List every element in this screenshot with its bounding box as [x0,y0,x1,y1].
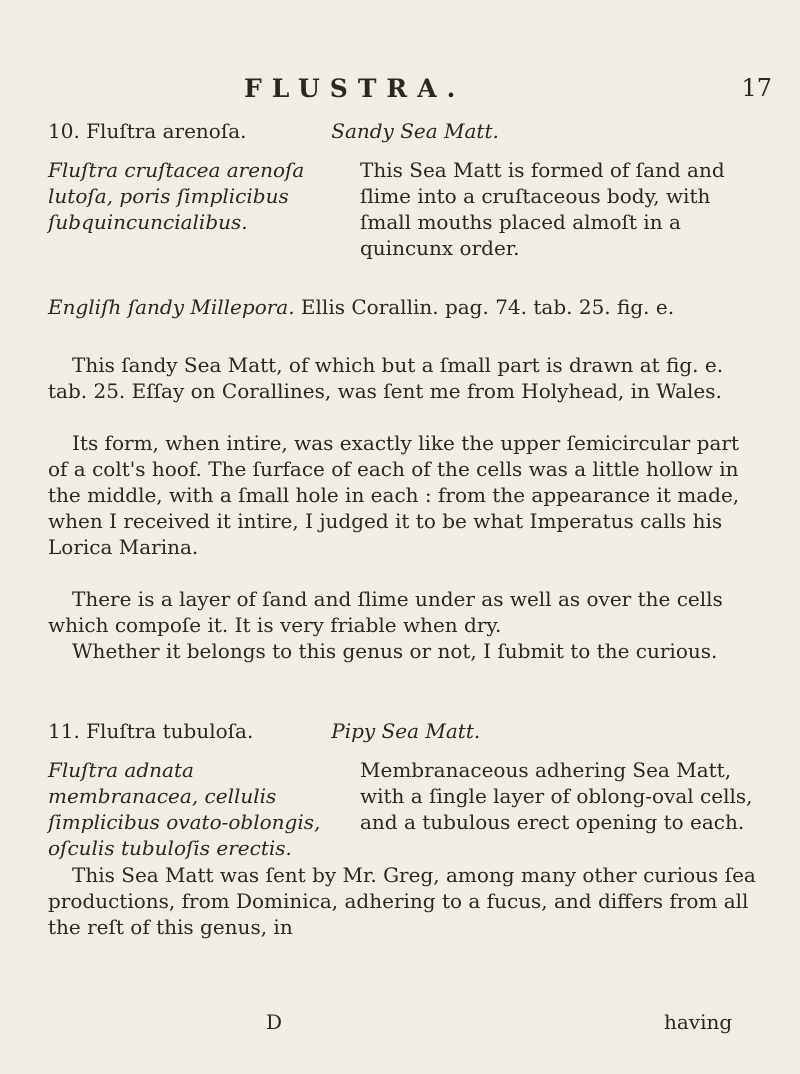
entry-11-heading [48,718,760,744]
entry-11-description [48,757,760,861]
entry-10-latin-desc: Fluſtra cruſtacea arenoſa lutoſa, poris ſimplicibus ſubquincuncialibus. [48,158,305,234]
entry-11-english-name: Pipy Sea Matt. [331,719,481,743]
catchword: having [664,1010,733,1034]
entry-10-heading [48,118,760,144]
entry-10-paragraph-3: There is a layer of ſand and ſlime under as well as over the cells which compoſe it. It is very friable when dry. [48,587,723,637]
entry-10-synonym-ref: Ellis Corallin. pag. 74. tab. 25. fig. e. [294,295,675,319]
entry-10-number-name: 10. Fluſtra arenoſa. [48,119,247,143]
entry-11-paragraph-1: This Sea Matt was ſent by Mr. Greg, among many other curious ſea productions, from Dominica, adhering to a fucus, and differs from all the reſt of this genus, in [48,863,756,939]
entry-10-synonym [48,294,760,320]
entry-11-number-name: 11. Fluſtra tubuloſa. [48,719,254,743]
entry-10-paragraph-4: Whether it belongs to this genus or not, I ſubmit to the curious. [72,639,718,663]
entry-11-latin-desc: Fluſtra adnata membranacea, cellulis ſimplicibus ovato-oblongis, oſculis tubuloſis erectis. [48,758,321,860]
entry-10-description [48,157,760,261]
entry-10-paragraph-1: This ſandy Sea Matt, of which but a ſmall part is drawn at fig. e. tab. 25. Eſſay on Corallines, was ſent me from Holyhead, in Wales. [48,353,724,403]
entry-10-english-name: Sandy Sea Matt. [331,119,499,143]
entry-10-synonym-italic: Engliſh ſandy Millepora. [48,295,295,319]
entry-10-english-desc: This Sea Matt is formed of ſand and ſlime into a cruſtaceous body, with ſmall mouths placed almoſt in a quincunx order. [360,158,725,260]
entry-10-paragraph-2: Its form, when intire, was exactly like the upper ſemicircular part of a colt's hoof. The ſurface of each of the cells was a little hollow in the middle, with a ſmall hole in each : from the appearance it made, when I received it intire, I judged it to be what Imperatus calls his Lorica Marina. [48,431,740,559]
page-number: 17 [741,74,772,102]
running-title: FLUSTRA. [244,74,466,103]
signature-mark: D [266,1010,283,1034]
entry-11-english-desc: Membranaceous adhering Sea Matt, with a ſingle layer of oblong-oval cells, and a tubulous erect opening to each. [360,758,753,834]
